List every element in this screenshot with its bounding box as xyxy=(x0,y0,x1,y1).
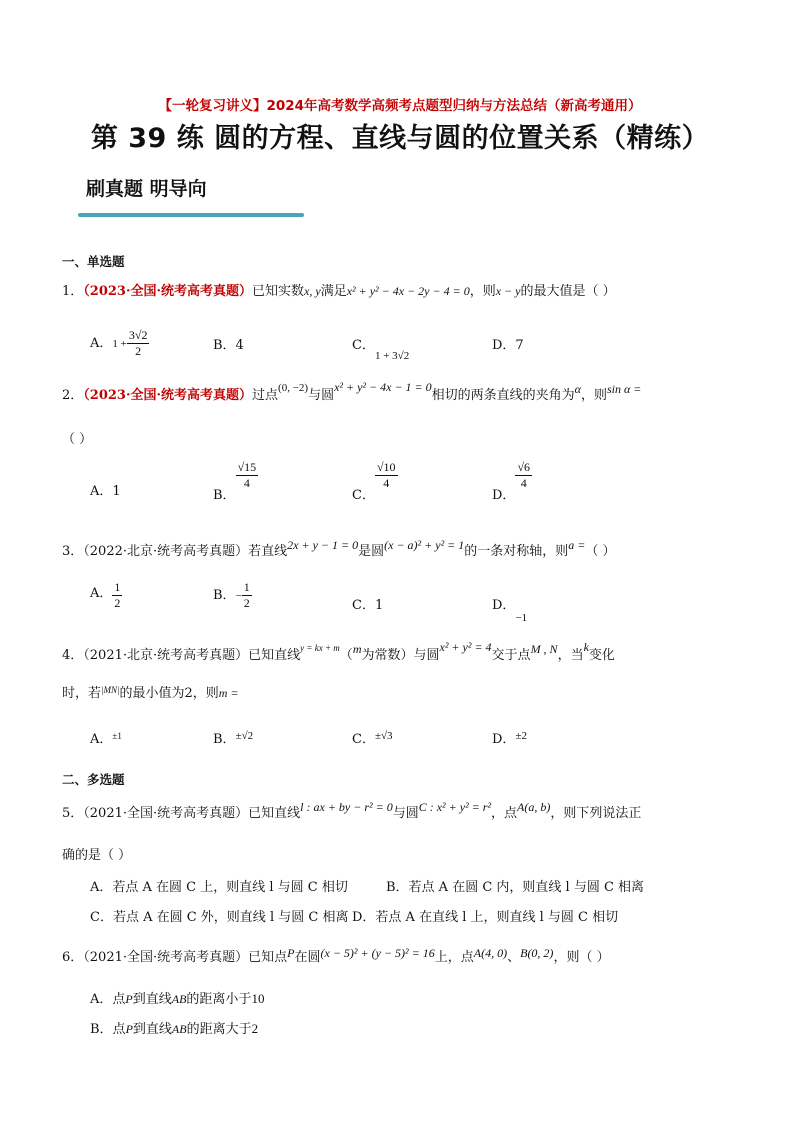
question-5-cont: 确的是（ ） xyxy=(62,848,132,863)
q5-option-c: C．若点 A 在圆 C 外，则直线 l 与圆 C 相离 xyxy=(90,910,349,925)
q5-option-a: A．若点 A 在圆 C 上，则直线 l 与圆 C 相切 xyxy=(90,880,348,895)
question-source: （2023·全国·统考高考真题） xyxy=(83,284,253,299)
q2-option-a: A．1 xyxy=(90,484,121,499)
question-3: 3．（2022·北京·统考高考真题）若直线2x + y − 1 = 0是圆(x − a)² + y² = 1的一条对称轴，则a =（ ） xyxy=(62,538,616,559)
q3-option-b: B．− $\frac{1}{2}$ xyxy=(213,580,250,610)
question-source: （2021·全国·统考高考真题） xyxy=(83,806,249,821)
q5-option-b: B．若点 A 在圆 C 内，则直线 l 与圆 C 相离 xyxy=(386,880,645,895)
question-1: 1．（2023·全国·统考高考真题）已知实数x, y满足x² + y² − 4x − 2y − 4 = 0，则x − y的最大值是（ ） xyxy=(62,284,616,299)
q4-option-a: A．$^{\pm 1}$ xyxy=(90,731,122,747)
question-2-cont: （ ） xyxy=(62,432,93,447)
question-2: 2．（2023·全国·统考高考真题）过点$^{(0, -2)}$与圆x² + y² − 4x − 1 = 0相切的两条直线的夹角为α，则sin α = xyxy=(62,380,642,403)
q4-option-d: D．$^{\pm 2}$ xyxy=(492,730,527,747)
q2-option-d: D． $\frac{√6}{4}$ xyxy=(492,460,531,503)
subtitle-underline xyxy=(78,213,304,217)
q1-option-a: A．1 + $\frac{3√2}{2}$ xyxy=(90,328,148,358)
q1-option-b: B．4 xyxy=(213,338,244,353)
q6-option-b: B．点P到直线AB的距离大于2 xyxy=(90,1021,259,1037)
q3-option-d: D．$_{-1}$ xyxy=(492,598,528,624)
section-multi-choice: 二、多选题 xyxy=(62,772,125,787)
q4-option-c: C．$^{\pm√3}$ xyxy=(352,730,393,747)
q3-option-a: A． $\frac{1}{2}$ xyxy=(90,580,121,610)
question-4: 4．（2021·北京·统考高考真题）已知直线$^{y = kx + m}$（m为常数）与圆x² + y² = 4交于点M , N，当k变化 xyxy=(62,640,615,663)
q3-option-c: C．1 xyxy=(352,598,384,613)
q2-option-b: B． $\frac{√15}{4}$ xyxy=(213,460,257,503)
section-single-choice: 一、单选题 xyxy=(62,254,125,269)
q1-option-c: C．$_{1 + 3√2}$ xyxy=(352,338,410,362)
q2-option-c: C． $\frac{√10}{4}$ xyxy=(352,460,396,503)
question-6: 6．（2021·全国·统考高考真题）已知点P在圆(x − 5)² + (y − 5)² = 16上，点A(4, 0)、B(0, 2)，则（ ） xyxy=(62,946,610,965)
question-4-cont: 时，若$^{|MN|}$的最小值为2，则m = xyxy=(62,685,239,701)
question-source: （2021·全国·统考高考真题） xyxy=(83,950,249,965)
q1-option-d: D．7 xyxy=(492,338,524,353)
question-source: （2023·全国·统考高考真题） xyxy=(83,388,253,403)
document-header: 【一轮复习讲义】2024年高考数学高频考点题型归纳与方法总结（新高考通用） xyxy=(158,98,642,114)
q6-option-a: A．点P到直线AB的距离小于10 xyxy=(90,991,265,1007)
question-source: （2021·北京·统考高考真题） xyxy=(83,648,249,663)
page-title: 第 39 练 圆的方程、直线与圆的位置关系（精练） xyxy=(90,123,710,154)
q4-option-b: B．$^{\pm√2}$ xyxy=(213,730,254,747)
question-5: 5．（2021·全国·统考高考真题）已知直线l : ax + by − r² = 0与圆C : x² + y² = r²，点A(a, b)，则下列说法正 xyxy=(62,800,642,821)
section-subtitle: 刷真题 明导向 xyxy=(86,178,207,200)
question-source: （2022·北京·统考高考真题） xyxy=(83,544,249,559)
q5-option-d: D．若点 A 在直线 l 上，则直线 l 与圆 C 相切 xyxy=(352,910,619,925)
